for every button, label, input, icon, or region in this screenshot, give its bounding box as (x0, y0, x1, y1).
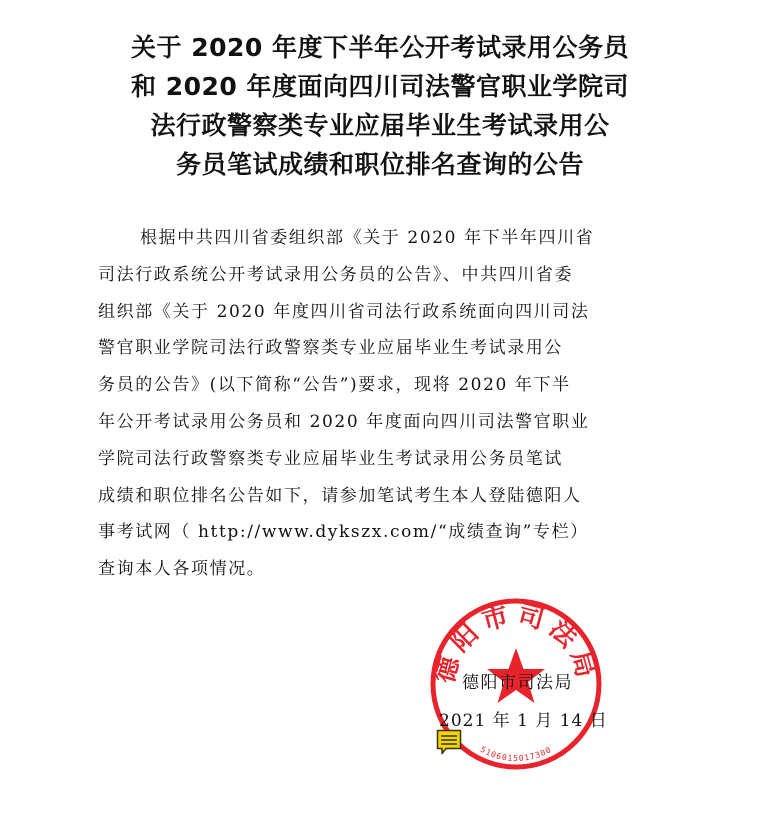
body-line-1: 根据中共四川省委组织部《关于 2020 年下半年四川省 (140, 228, 595, 248)
title-line-4: 务员笔试成绩和职位排名查询的公告 (175, 150, 584, 179)
announcement-body (98, 220, 658, 588)
comment-note-icon[interactable] (436, 729, 462, 755)
body-line-6: 年公开考试录用公务员和 2020 年度面向四川司法警官职业 (98, 411, 590, 432)
title-line-2: 和 2020 年度面向四川司法警官职业学院司 (131, 72, 629, 101)
issuer-name: 德阳市司法局 (462, 673, 573, 693)
seal-text-path: 德阳市司法局 (429, 599, 603, 687)
body-line-3: 组织部《关于 2020 年度四川省司法行政系统面向四川司法 (98, 301, 590, 322)
body-line-9: 事考试网（ http://www.dykszx.com/“成绩查询”专栏） (98, 522, 589, 543)
note-body (438, 731, 461, 754)
body-line-10: 查询本人各项情况。 (98, 559, 266, 580)
seal-code-path: 5106015017300 (478, 744, 554, 764)
body-line-7: 学院司法行政警察类专业应届毕业生考试录用公务员笔试 (98, 448, 563, 469)
body-line-4: 警官职业学院司法行政警察类专业应届毕业生考试录用公 (98, 338, 563, 359)
document-title (100, 28, 660, 184)
body-line-2: 司法行政系统公开考试录用公务员的公告》、中共四川省委 (98, 264, 574, 285)
body-line-5: 务员的公告》(以下简称“公告”)要求，现将 2020 年下半 (98, 375, 571, 396)
title-line-1: 关于 2020 年度下半年公开考试录用公务员 (131, 33, 629, 62)
issue-date: 2021 年 1 月 14 日 (439, 711, 608, 731)
body-line-8: 成绩和职位排名公告如下，请参加笔试考生本人登陆德阳人 (98, 485, 582, 506)
title-line-3: 法行政警察类专业应届毕业生考试录用公 (150, 111, 610, 140)
